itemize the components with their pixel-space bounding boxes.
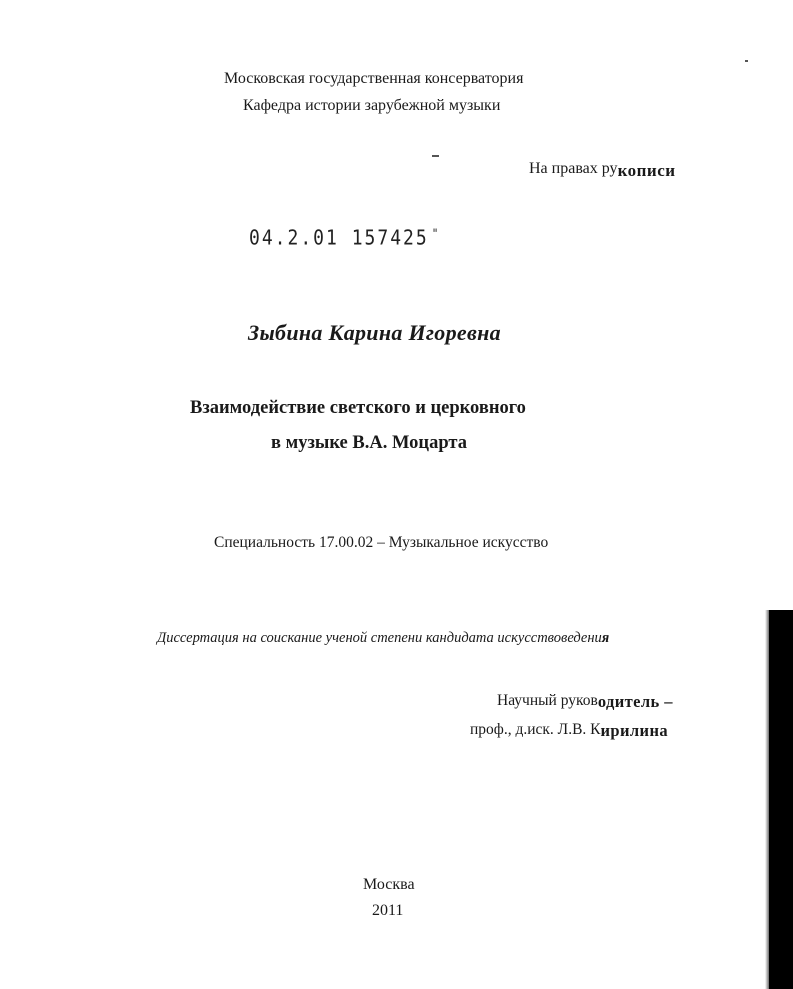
author-name: Зыбина Карина Игоревна <box>248 320 501 345</box>
archive-stamp-code <box>249 226 440 250</box>
year: 2011 <box>372 902 404 919</box>
manuscript-note-tail: кописи <box>617 161 676 180</box>
scan-edge-bar <box>769 610 793 989</box>
dissertation-tail: я <box>601 630 610 646</box>
advisor-name-tail: ирилина <box>600 721 669 740</box>
advisor-role-tail: одитель – <box>597 692 673 711</box>
department-name: Кафедра истории зарубежной музыки <box>243 97 501 114</box>
dissertation-degree-line <box>157 630 609 647</box>
advisor-role-line <box>497 690 673 710</box>
specialty-line: Специальность 17.00.02 – Музыкальное искусство <box>214 534 549 551</box>
advisor-name-line <box>470 719 668 739</box>
scan-speck <box>745 60 748 62</box>
advisor-role-prefix: Научный руков <box>497 692 598 709</box>
institution-name: Московская государственная консерватория <box>224 70 524 87</box>
city: Москва <box>363 876 415 893</box>
dissertation-prefix: Диссертация на соискание ученой степени кандидата искусствоведени <box>157 630 602 646</box>
thesis-title-line-1: Взаимодействие светского и церковного <box>190 398 526 418</box>
manuscript-note-prefix: На правах ру <box>529 160 618 177</box>
scan-speck <box>432 155 439 157</box>
archive-code-mark: " <box>431 226 441 241</box>
advisor-name-prefix: проф., д.иск. Л.В. К <box>470 721 601 738</box>
manuscript-rights-note <box>529 158 676 178</box>
archive-code-text: 04.2.01 157425 <box>249 226 429 251</box>
thesis-title-line-2: в музыке В.А. Моцарта <box>271 433 467 453</box>
